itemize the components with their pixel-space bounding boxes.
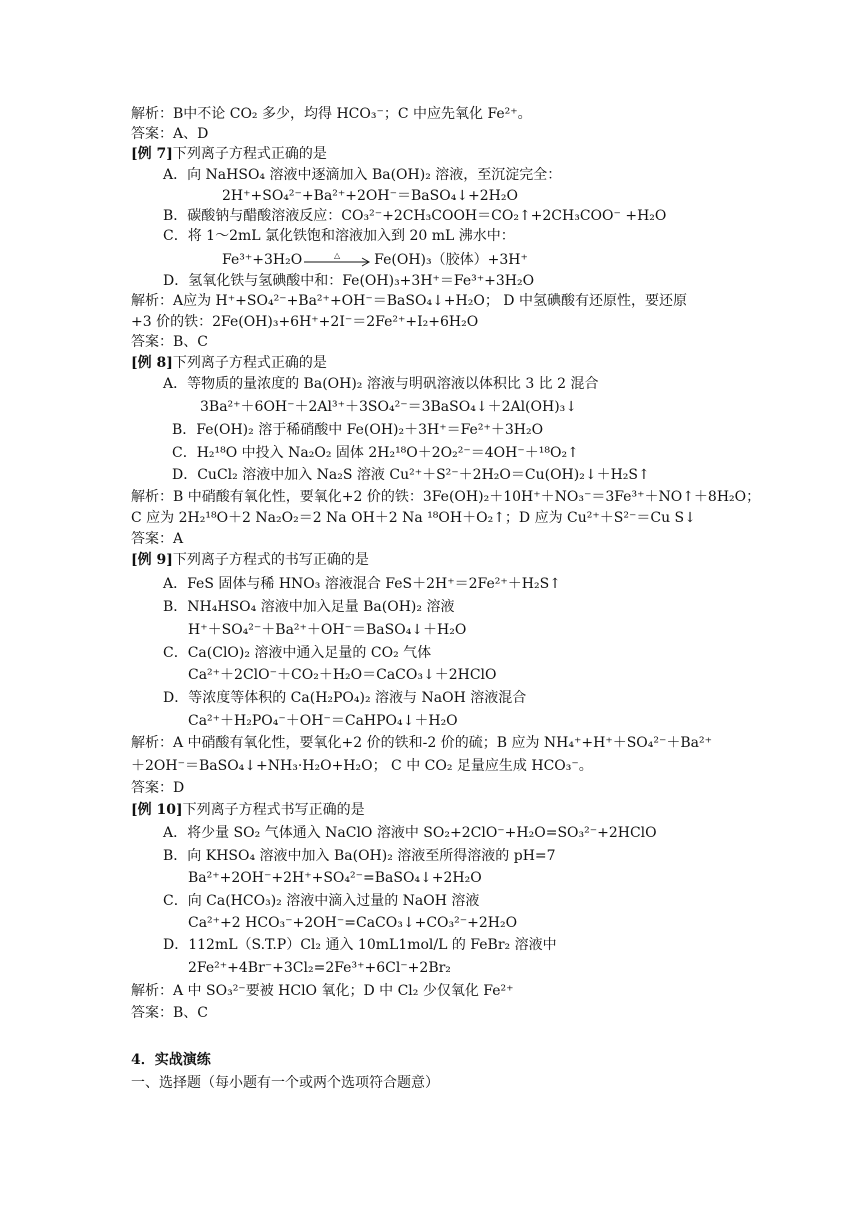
heat-arrow-icon — [302, 252, 374, 268]
equation-left: Fe³⁺+3H₂O — [222, 252, 303, 268]
equation-line: Ca²⁺+2 HCO₃⁻+2OH⁻=CaCO₃↓+CO₃²⁻+2H₂O — [188, 915, 518, 931]
option-c: C．向 Ca(HCO₃)₂ 溶液中滴入过量的 NaOH 溶液 — [163, 893, 480, 909]
analysis-text: 解析：B中不论 CO₂ 多少，均得 HCO₃⁻；C 中应先氧化 Fe²⁺。 — [131, 106, 532, 122]
example-question: 下列离子方程式正确的是 — [172, 146, 327, 162]
example-heading — [131, 353, 327, 373]
equation-line: Ca²⁺＋H₂PO₄⁻＋OH⁻＝CaHPO₄↓＋H₂O — [188, 713, 458, 729]
option-d: D．112mL（S.T.P）Cl₂ 通入 10mL1mol/L 的 FeBr₂ 溶液中 — [163, 937, 557, 953]
example-label: [例 10] — [131, 802, 183, 818]
subsection-heading: 一、选择题（每小题有一个或两个选项符合题意） — [131, 1075, 439, 1091]
answer-text: 答案：A — [131, 531, 184, 547]
answer-text: 答案：B、C — [131, 334, 208, 350]
option-a: A．将少量 SO₂ 气体通入 NaClO 溶液中 SO₂+2ClO⁻+H₂O=SO₃²⁻+2HClO — [163, 825, 657, 841]
equation-line-arrow — [222, 250, 528, 270]
example-heading — [131, 550, 369, 570]
option-b: B．Fe(OH)₂ 溶于稀硝酸中 Fe(OH)₂＋3H⁺＝Fe²⁺＋3H₂O — [172, 422, 544, 438]
equation-line: 3Ba²⁺＋6OH⁻＋2Al³⁺＋3SO₄²⁻＝3BaSO₄↓＋2Al(OH)₃↓ — [200, 399, 578, 415]
option-a: A．向 NaHSO₄ 溶液中逐滴加入 Ba(OH)₂ 溶液，至沉淀完全： — [163, 167, 562, 183]
analysis-text: 解析：A 中 SO₃²⁻要被 HClO 氧化；D 中 Cl₂ 少仅氧化 Fe²⁺ — [131, 983, 514, 999]
answer-text: 答案：A、D — [131, 126, 209, 142]
equation-right: Fe(OH)₃（胶体）+3H⁺ — [374, 252, 528, 268]
example-label: [例 8] — [131, 355, 173, 371]
option-c: C．Ca(ClO)₂ 溶液中通入足量的 CO₂ 气体 — [163, 645, 432, 661]
option-d: D．等浓度等体积的 Ca(H₂PO₄)₂ 溶液与 NaOH 溶液混合 — [163, 690, 527, 706]
analysis-text-cont: ＋2OH⁻＝BaSO₄↓+NH₃·H₂O+H₂O； C 中 CO₂ 足量应生成 HCO₃⁻。 — [131, 758, 593, 774]
analysis-text: 解析：A应为 H⁺+SO₄²⁻+Ba²⁺+OH⁻＝BaSO₄↓+H₂O； D 中氢碘酸有还原性，要还原 — [131, 293, 687, 309]
option-d: D．氢氧化铁与氢碘酸中和：Fe(OH)₃+3H⁺＝Fe³⁺+3H₂O — [163, 273, 535, 289]
equation-line: 2Fe²⁺+4Br⁻+3Cl₂=2Fe³⁺+6Cl⁻+2Br₂ — [188, 960, 451, 976]
example-question: 下列离子方程式的书写正确的是 — [172, 552, 369, 568]
option-d: D．CuCl₂ 溶液中加入 Na₂S 溶液 Cu²⁺＋S²⁻＋2H₂O＝Cu(OH)₂↓＋H₂S↑ — [172, 467, 650, 483]
analysis-text: 解析：B 中硝酸有氧化性，要氧化+2 价的铁：3Fe(OH)₂＋10H⁺＋NO₃⁻＝3Fe³⁺＋NO↑＋8H₂O； — [131, 489, 761, 505]
example-label: [例 9] — [131, 552, 173, 568]
equation-line: Ba²⁺+2OH⁻+2H⁺+SO₄²⁻=BaSO₄↓+2H₂O — [188, 870, 482, 886]
option-b: B．NH₄HSO₄ 溶液中加入足量 Ba(OH)₂ 溶液 — [163, 599, 455, 615]
equation-line: Ca²⁺＋2ClO⁻＋CO₂＋H₂O＝CaCO₃↓＋2HClO — [188, 667, 497, 683]
example-question: 下列离子方程式正确的是 — [172, 355, 327, 371]
answer-text: 答案：B、C — [131, 1005, 208, 1021]
heat-symbol: △ — [334, 252, 341, 260]
equation-line: H⁺＋SO₄²⁻＋Ba²⁺＋OH⁻＝BaSO₄↓＋H₂O — [188, 622, 467, 638]
analysis-text: 解析：A 中硝酸有氧化性，要氧化+2 价的铁和-2 价的硫；B 应为 NH₄⁺+H⁺＋SO₄²⁻＋Ba²⁺ — [131, 735, 713, 751]
option-c: C．将 1～2mL 氯化铁饱和溶液加入到 20 mL 沸水中： — [163, 228, 515, 244]
option-b: B．碳酸钠与醋酸溶液反应：CO₃²⁻+2CH₃COOH＝CO₂↑+2CH₃COO⁻ +H₂O — [163, 208, 667, 224]
example-label: [例 7] — [131, 146, 173, 162]
answer-text: 答案：D — [131, 780, 185, 796]
section-heading: 4．实战演练 — [131, 1052, 211, 1068]
option-a: A．等物质的量浓度的 Ba(OH)₂ 溶液与明矾溶液以体积比 3 比 2 混合 — [163, 376, 599, 392]
option-b: B．向 KHSO₄ 溶液中加入 Ba(OH)₂ 溶液至所得溶液的 pH=7 — [163, 848, 556, 864]
example-heading — [131, 144, 327, 164]
analysis-text-cont: +3 价的铁：2Fe(OH)₃+6H⁺+2I⁻＝2Fe²⁺+I₂+6H₂O — [131, 314, 479, 330]
example-question: 下列离子方程式书写正确的是 — [182, 802, 365, 818]
option-c: C．H₂¹⁸O 中投入 Na₂O₂ 固体 2H₂¹⁸O＋2O₂²⁻＝4OH⁻＋¹⁸O₂↑ — [172, 445, 579, 461]
equation-line: 2H⁺+SO₄²⁻+Ba²⁺+2OH⁻＝BaSO₄↓+2H₂O — [222, 188, 518, 204]
example-heading — [131, 800, 365, 820]
option-a: A．FeS 固体与稀 HNO₃ 溶液混合 FeS＋2H⁺＝2Fe²⁺＋H₂S↑ — [163, 576, 561, 592]
analysis-text-cont: C 应为 2H₂¹⁸O＋2 Na₂O₂＝2 Na OH＋2 Na ¹⁸OH＋O₂↑；D 应为 Cu²⁺＋S²⁻＝Cu S↓ — [131, 510, 696, 526]
